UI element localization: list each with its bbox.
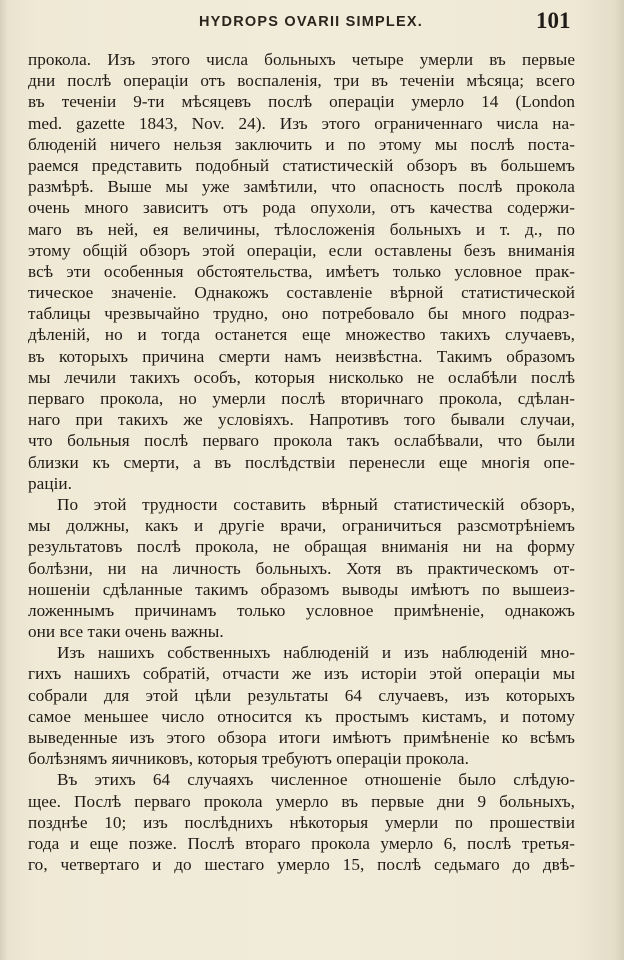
text-line: ношеніи сдѣланные такимъ образомъ выводы имѣютъ по вышеиз-: [28, 579, 575, 599]
text-line: маго въ ней, ея величины, тѣлосложенія больныхъ и т. д., по: [28, 219, 575, 239]
text-line: щее. Послѣ перваго прокола умерло въ первые дни 9 больныхъ,: [28, 791, 575, 811]
text-line: По этой трудности составить вѣрный статистическій обзоръ,: [57, 494, 575, 514]
text-line: блюденій ничего нельзя заключить и по этому мы послѣ поста-: [28, 134, 575, 154]
page-edge-shadow-right: [614, 0, 624, 960]
text-line: очень много зависитъ отъ рода опухоли, отъ качества содержи-: [28, 198, 575, 218]
text-line: въ теченіи 9-ти мѣсяцевъ послѣ операціи умерло 14 (London: [28, 92, 575, 112]
text-line: мы должны, какъ и другіе врачи, ограничиться разсмотрѣніемъ: [28, 516, 575, 536]
page-edge-shadow-left: [0, 0, 8, 960]
paragraph-1: [28, 49, 575, 494]
text-line: болѣзни, ни на личность больныхъ. Хотя въ практическомъ от-: [28, 558, 575, 578]
paragraph-4: [28, 769, 575, 875]
text-line: мы лечили такихъ особъ, которыя нисколько не ослабѣли послѣ: [28, 367, 575, 387]
text-line: тическое значеніе. Однакожъ составленіе вѣрной статистической: [28, 283, 575, 303]
page-number: 101: [536, 8, 571, 33]
text-line: собрали для этой цѣли результаты 64 случаевъ, изъ которыхъ: [28, 685, 575, 705]
text-line: результатовъ послѣ прокола, не обращая вниманія ни на форму: [28, 537, 575, 557]
text-line: Въ этихъ 64 случаяхъ численное отношеніе было слѣдую-: [57, 770, 575, 790]
text-line: близки къ смерти, а въ послѣдствіи перенесли еще многія опе-: [28, 452, 575, 472]
text-line: года и еще позже. Послѣ втораго прокола умерло 6, послѣ третья-: [28, 833, 575, 853]
text-line: перваго прокола, но умерли послѣ вторичнаго прокола, сдѣлан-: [28, 389, 575, 408]
text-line: раемся представить подобный статистическій обзоръ въ большемъ: [28, 155, 575, 175]
text-line: они все таки очень важны.: [28, 622, 224, 642]
text-line: размѣрѣ. Выше мы уже замѣтили, что опасность послѣ прокола: [28, 177, 575, 197]
text-line: таблицы чрезвычайно трудно, оно потребовало бы много подраз-: [28, 304, 575, 324]
page-header: [0, 10, 624, 40]
text-line: этому общій обзоръ этой операціи, если оставлены безъ вниманія: [28, 240, 575, 260]
body-text: [28, 49, 575, 875]
text-line: что больныя послѣ перваго прокола такъ ослабѣвали, что были: [28, 431, 575, 451]
running-head: HYDROPS OVARII SIMPLEX.: [199, 14, 423, 30]
paragraph-3: [28, 642, 575, 769]
text-line: прокола. Изъ этого числа больныхъ четыре умерли въ первые: [28, 50, 575, 69]
text-line: выведенные изъ этого обзора итоги имѣютъ примѣненіе ко всѣмъ: [28, 728, 575, 747]
text-line: всѣ эти особенныя обстоятельства, имѣетъ только условное прак-: [28, 261, 575, 281]
text-line: гихъ нашихъ собратій, отчасти же изъ исторіи этой операціи мы: [28, 664, 575, 684]
text-line: Изъ нашихъ собственныхъ наблюденій и изъ наблюденій мно-: [57, 643, 575, 663]
text-line: болѣзнямъ яичниковъ, которыя требуютъ операціи прокола.: [28, 749, 469, 769]
text-line: наго при такихъ же условіяхъ. Напротивъ того бывали случаи,: [28, 410, 575, 430]
text-line: позднѣе 10; изъ послѣднихъ нѣкоторыя умерли по прошествіи: [28, 812, 575, 832]
text-line: ложеннымъ причинамъ только условное примѣненіе, однакожъ: [28, 600, 575, 620]
text-line: дѣленій, но и тогда останется еще множество такихъ случаевъ,: [28, 325, 575, 345]
text-line: дни послѣ операціи отъ воспаленія, три въ теченіи мѣсяца; всего: [28, 71, 575, 91]
text-line: въ которыхъ причина смерти намъ неизвѣстна. Такимъ образомъ: [28, 346, 575, 366]
text-line: самое меньшее число относится къ простымъ кистамъ, и потому: [28, 706, 575, 726]
text-line: го, четвертаго и до шестаго умерло 15, послѣ седьмаго до двѣ-: [28, 855, 575, 875]
text-line: раціи.: [28, 473, 72, 493]
paragraph-2: [28, 494, 575, 642]
text-line: med. gazette 1843, Nov. 24). Изъ этого ограниченнаго числа на-: [28, 113, 575, 133]
